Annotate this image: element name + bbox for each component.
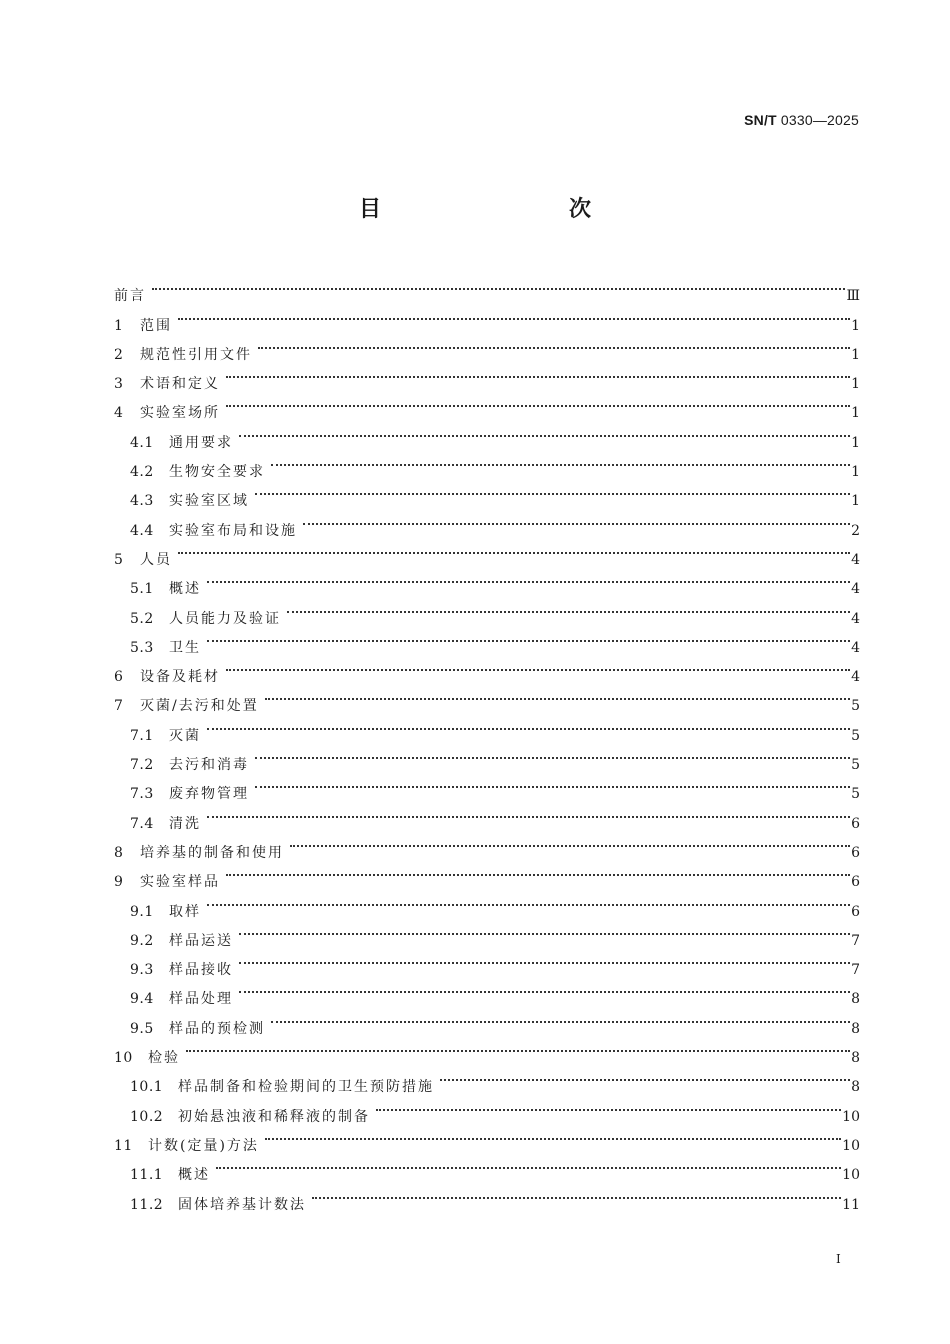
toc-entry-page: 1 [851, 317, 860, 334]
toc-entry-page: 5 [851, 757, 860, 774]
page-number: I [836, 1252, 841, 1266]
toc-entry-title: 卫生 [169, 639, 201, 656]
toc-leader-dots [239, 417, 850, 446]
toc-entry-number: 9.3 [130, 962, 154, 979]
toc-entry-number: 4 [114, 405, 124, 422]
toc-entry-number: 10 [114, 1050, 133, 1067]
toc-entry[interactable] [114, 300, 860, 334]
toc-entry-title: 样品接收 [169, 962, 233, 979]
toc-entry-page: 8 [851, 1020, 860, 1037]
toc-entry[interactable] [114, 330, 860, 363]
toc-leader-dots [207, 798, 850, 827]
toc-entry-page: 1 [851, 405, 860, 422]
toc-leader-dots [255, 476, 850, 505]
toc-entry-page: 7 [851, 932, 860, 949]
table-of-contents [114, 271, 860, 1213]
toc-leader-dots [271, 447, 850, 476]
toc-leader-dots [178, 300, 850, 329]
toc-entry-number: 9.4 [130, 991, 154, 1008]
toc-entry-number: 11.1 [130, 1167, 164, 1184]
toc-entry-page: 1 [851, 434, 860, 451]
toc-leader-dots [216, 1150, 841, 1179]
toc-entry-page: 2 [851, 522, 860, 539]
toc-entry-title: 实验室区域 [169, 493, 249, 510]
toc-entry-title: 检验 [148, 1050, 180, 1067]
toc-entry-page: 11 [842, 1196, 860, 1213]
toc-entry-title: 灭菌/去污和处置 [140, 698, 259, 715]
toc-leader-dots [226, 359, 850, 388]
toc-entry-title: 固体培养基计数法 [178, 1196, 306, 1213]
toc-entry-page: 1 [851, 493, 860, 510]
toc-entry-title: 初始悬浊液和稀释液的制备 [178, 1108, 370, 1125]
toc-entry[interactable] [114, 388, 860, 422]
toc-entry-number: 7 [114, 698, 124, 715]
toc-entry-title: 人员能力及验证 [169, 610, 281, 627]
toc-leader-dots [207, 886, 850, 915]
document-code-prefix: SN/T [744, 112, 777, 128]
document-code-number: 0330—2025 [780, 112, 859, 128]
toc-entry-title: 实验室布局和设施 [169, 522, 297, 539]
toc-entry-number: 4.2 [130, 464, 154, 481]
toc-entry-title: 术语和定义 [140, 376, 220, 393]
toc-leader-dots [303, 505, 850, 534]
toc-entry-page: 10 [842, 1167, 860, 1184]
toc-entry-page: 10 [842, 1108, 860, 1125]
toc-entry-title: 前言 [114, 288, 146, 305]
toc-entry-page: 8 [851, 991, 860, 1008]
toc-entry-number: 5.3 [130, 639, 154, 656]
toc-leader-dots [207, 623, 850, 652]
toc-leader-dots [226, 857, 850, 886]
toc-entry-number: 1 [114, 317, 124, 334]
toc-entry-title: 概述 [178, 1167, 210, 1184]
toc-entry-page: 1 [851, 346, 860, 363]
toc-entry-title: 废弃物管理 [169, 786, 249, 803]
toc-entry-page: 1 [851, 464, 860, 481]
toc-leader-dots [255, 769, 850, 798]
document-code [744, 112, 859, 128]
toc-leader-dots [207, 710, 850, 739]
toc-entry-title: 通用要求 [169, 434, 233, 451]
toc-entry-number: 3 [114, 376, 124, 393]
toc-entry-number: 4.3 [130, 493, 154, 510]
toc-entry-title: 实验室场所 [140, 405, 220, 422]
toc-leader-dots [239, 974, 850, 1003]
toc-leader-dots [290, 828, 850, 857]
toc-entry-number: 5.2 [130, 610, 154, 627]
toc-entry[interactable] [114, 564, 860, 598]
toc-entry-title: 样品制备和检验期间的卫生预防措施 [178, 1079, 434, 1096]
toc-entry-title: 规范性引用文件 [140, 346, 252, 363]
toc-leader-dots [226, 652, 850, 681]
toc-entry-title: 取样 [169, 903, 201, 920]
toc-title: 目 次 [358, 197, 639, 222]
toc-leader-dots [255, 740, 850, 769]
toc-entry-page: 5 [851, 727, 860, 744]
toc-entry[interactable] [114, 593, 860, 627]
toc-entry-number: 9.1 [130, 903, 154, 920]
toc-entry-number: 11.2 [130, 1196, 164, 1213]
toc-leader-dots [186, 1033, 850, 1062]
toc-entry[interactable] [114, 623, 860, 656]
toc-entry-number: 8 [114, 844, 124, 861]
toc-entry-page: 4 [851, 581, 860, 598]
toc-entry[interactable] [114, 710, 860, 744]
toc-entry[interactable] [114, 359, 860, 393]
toc-entry[interactable] [114, 798, 860, 832]
toc-entry-title: 设备及耗材 [140, 669, 220, 686]
toc-entry-title: 概述 [169, 581, 201, 598]
toc-entry-number: 7.1 [130, 727, 154, 744]
toc-leader-dots [152, 271, 845, 300]
toc-entry-number: 5.1 [130, 581, 154, 598]
toc-entry-title: 清洗 [169, 815, 201, 832]
toc-entry-number: 9.2 [130, 932, 154, 949]
toc-entry-page: 4 [851, 551, 860, 568]
toc-entry-number: 7.3 [130, 786, 154, 803]
toc-entry-number: 2 [114, 346, 124, 363]
toc-entry-page: 1 [851, 376, 860, 393]
toc-leader-dots [265, 1121, 841, 1150]
toc-entry-number: 5 [114, 551, 124, 568]
toc-entry-page: 6 [851, 844, 860, 861]
toc-entry-page: 8 [851, 1079, 860, 1096]
toc-entry-page: 6 [851, 903, 860, 920]
toc-entry-number: 4.4 [130, 522, 154, 539]
toc-leader-dots [440, 1062, 850, 1091]
toc-entry-title: 样品运送 [169, 932, 233, 949]
toc-entry-page: 10 [842, 1137, 860, 1154]
toc-leader-dots [376, 1091, 841, 1120]
toc-entry-page: 6 [851, 874, 860, 891]
toc-entry-page: 4 [851, 639, 860, 656]
toc-entry-title: 人员 [140, 551, 172, 568]
toc-entry[interactable] [114, 740, 860, 774]
toc-entry[interactable] [114, 886, 860, 920]
toc-entry[interactable] [114, 652, 860, 686]
toc-entry[interactable] [114, 1179, 860, 1213]
toc-leader-dots [239, 916, 850, 945]
toc-entry-number: 10.2 [130, 1108, 164, 1125]
toc-leader-dots [226, 388, 850, 417]
toc-entry-number: 7.4 [130, 815, 154, 832]
toc-entry-page: 5 [851, 786, 860, 803]
toc-entry-title: 实验室样品 [140, 874, 220, 891]
toc-entry-title: 样品的预检测 [169, 1020, 265, 1037]
toc-entry[interactable] [114, 1033, 860, 1067]
toc-leader-dots [265, 681, 850, 710]
toc-entry[interactable] [114, 1150, 860, 1184]
toc-entry-page: 4 [851, 669, 860, 686]
toc-entry-number: 6 [114, 669, 124, 686]
toc-entry-title: 灭菌 [169, 727, 201, 744]
toc-entry[interactable] [114, 1062, 860, 1096]
toc-entry-number: 11 [114, 1137, 133, 1154]
toc-leader-dots [287, 593, 850, 622]
toc-entry-title: 去污和消毒 [169, 757, 249, 774]
toc-leader-dots [271, 1003, 850, 1032]
toc-leader-dots [312, 1179, 841, 1208]
toc-entry[interactable] [114, 535, 860, 568]
toc-entry[interactable] [114, 271, 860, 305]
toc-entry-page: Ⅲ [846, 288, 860, 305]
toc-entry-title: 计数(定量)方法 [148, 1137, 259, 1154]
toc-entry-title: 生物安全要求 [169, 464, 265, 481]
toc-entry-page: 7 [851, 962, 860, 979]
toc-leader-dots [258, 330, 850, 359]
toc-leader-dots [178, 535, 850, 564]
toc-entry-page: 8 [851, 1050, 860, 1067]
toc-entry-title: 样品处理 [169, 991, 233, 1008]
toc-entry-number: 4.1 [130, 434, 154, 451]
toc-leader-dots [207, 564, 850, 593]
toc-entry-page: 4 [851, 610, 860, 627]
toc-entry[interactable] [114, 857, 860, 891]
toc-entry[interactable] [114, 828, 860, 861]
toc-leader-dots [239, 945, 850, 974]
toc-entry-page: 6 [851, 815, 860, 832]
toc-entry-number: 10.1 [130, 1079, 164, 1096]
toc-entry-title: 范围 [140, 317, 172, 334]
toc-entry-number: 9.5 [130, 1020, 154, 1037]
toc-entry-page: 5 [851, 698, 860, 715]
toc-entry-number: 9 [114, 874, 124, 891]
toc-entry[interactable] [114, 916, 860, 949]
toc-entry-number: 7.2 [130, 757, 154, 774]
toc-entry-title: 培养基的制备和使用 [140, 844, 284, 861]
